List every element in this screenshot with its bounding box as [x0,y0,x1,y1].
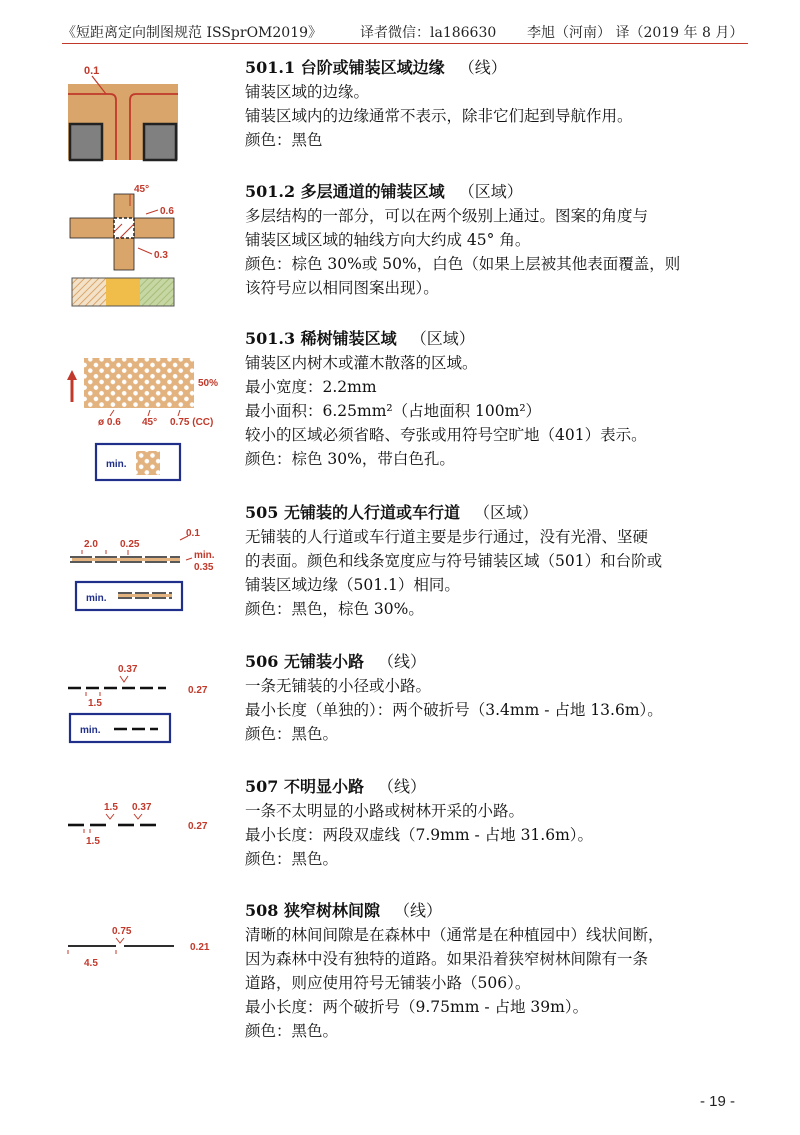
label-0-6: 0.6 [160,206,174,217]
label-min-text: min. [194,550,215,561]
header-book-title: 《短距离定向制图规范 ISSprOM2019》 [62,25,323,41]
entry-line: 无铺装的人行道或车行道主要是步行通过，没有光滑、坚硬 [245,528,649,546]
label-0-27: 0.27 [188,821,208,832]
label-0-75: 0.75 [112,926,132,937]
figure-507 [62,796,232,856]
entry-501-1 [245,56,755,152]
label-50pct: 50% [198,378,219,389]
figure-508 [62,922,232,972]
label-0-37: 0.37 [132,802,152,813]
entry-title: 507 不明显小路 （线） [245,777,426,796]
entry-line: 铺装区域边缘（501.1）相同。 [245,576,460,594]
label-1-5: 1.5 [88,698,102,709]
label-0-3: 0.3 [154,250,168,261]
label-1-5-bottom: 1.5 [86,836,100,847]
label-0-27: 0.27 [188,685,208,696]
entry-507 [245,775,755,871]
entry-title: 501.3 稀树铺装区域 （区域） [245,329,475,348]
entry-line: 铺装区内树木或灌木散落的区域。 [245,354,478,372]
entry-line: 清晰的林间间隙是在森林中（通常是在种植园中）线状间断， [245,926,664,944]
entry-line: 铺装区域的边缘。 [245,83,370,101]
entry-505 [245,501,755,621]
figure-501-1 [62,62,182,162]
entry-line: 铺装区域内的边缘通常不表示，除非它们起到导航作用。 [245,107,633,125]
entry-title: 505 无铺装的人行道或车行道 （区域） [245,503,538,522]
label-min: min. [86,593,107,604]
page-header [62,18,748,42]
entry-508 [245,899,755,1043]
entry-506 [245,650,755,746]
entry-line: 较小的区域必须省略、夸张或用符号空旷地（401）表示。 [245,426,647,444]
label-4-5: 4.5 [84,958,98,969]
entry-line: 颜色：黑色。 [245,850,339,868]
entry-line: 的表面。颜色和线条宽度应与符号铺装区域（501）和台阶或 [245,552,663,570]
label-0-1: 0.1 [186,528,200,539]
entry-line: 最小宽度：2.2mm [245,378,377,396]
figure-501-3 [62,348,232,493]
entry-line: 最小长度：两段双虚线（7.9mm - 占地 31.6m）。 [245,826,594,844]
label-min: min. [106,459,127,470]
figure-501-2 [62,180,182,310]
label-0-25: 0.25 [120,539,140,550]
entry-line: 多层结构的一部分，可以在两个级别上通过。图案的角度与 [245,207,649,225]
label-min: min. [80,725,101,736]
label-0-35: 0.35 [194,562,214,573]
label-0-21: 0.21 [190,942,210,953]
entry-line: 道路，则应使用符号无铺装小路（506）。 [245,974,531,992]
entry-line: 最小面积：6.25mm²（占地面积 100m²） [245,402,542,420]
header-credit: 李旭（河南） 译（2019 年 8 月） [527,25,744,41]
label-1-5-top: 1.5 [104,802,118,813]
entry-title: 501.2 多层通道的铺装区域 （区域） [245,182,523,201]
entry-line: 一条不太明显的小路或树林开采的小路。 [245,802,525,820]
entry-title: 501.1 台阶或铺装区域边缘 （线） [245,58,507,77]
page-number: - 19 - [700,1093,736,1110]
entry-line: 颜色：棕色 30%或 50%，白色（如果上层被其他表面覆盖，则 [245,255,681,273]
entry-line: 一条无铺装的小径或小路。 [245,677,432,695]
label-angle: 45° [142,417,158,428]
entry-line: 最小长度（单独的）：两个破折号（3.4mm - 占地 13.6m）。 [245,701,663,719]
label-45: 45° [134,184,150,195]
entry-501-2 [245,180,755,300]
entry-line: 该符号应以相同图案出现）。 [245,279,439,297]
entry-title: 506 无铺装小路 （线） [245,652,426,671]
label-dia: ø 0.6 [98,417,121,428]
entry-line: 因为森林中没有独特的道路。如果沿着狭窄树林间隙有一条 [245,950,649,968]
header-translator-wechat: 译者微信：la186630 [360,25,497,41]
figure-506 [62,660,232,750]
label-spacing: 0.75 (CC) [170,417,214,428]
header-divider [62,43,748,44]
entry-line: 最小长度：两个破折号（9.75mm - 占地 39m）。 [245,998,589,1016]
label-2-0: 2.0 [84,539,98,550]
entry-501-3 [245,327,755,471]
entry-title: 508 狭窄树林间隙 （线） [245,901,442,920]
entry-line: 颜色：黑色，棕色 30%。 [245,600,424,618]
label-0-37: 0.37 [118,664,138,675]
entry-line: 颜色：黑色。 [245,725,339,743]
entry-line: 铺装区域区域的轴线方向大约成 45° 角。 [245,231,531,249]
label-0-1: 0.1 [84,65,100,77]
entry-line: 颜色：棕色 30%，带白色孔。 [245,450,455,468]
entry-line: 颜色：黑色。 [245,1022,339,1040]
entry-line: 颜色：黑色 [245,131,323,149]
figure-505 [62,522,232,614]
